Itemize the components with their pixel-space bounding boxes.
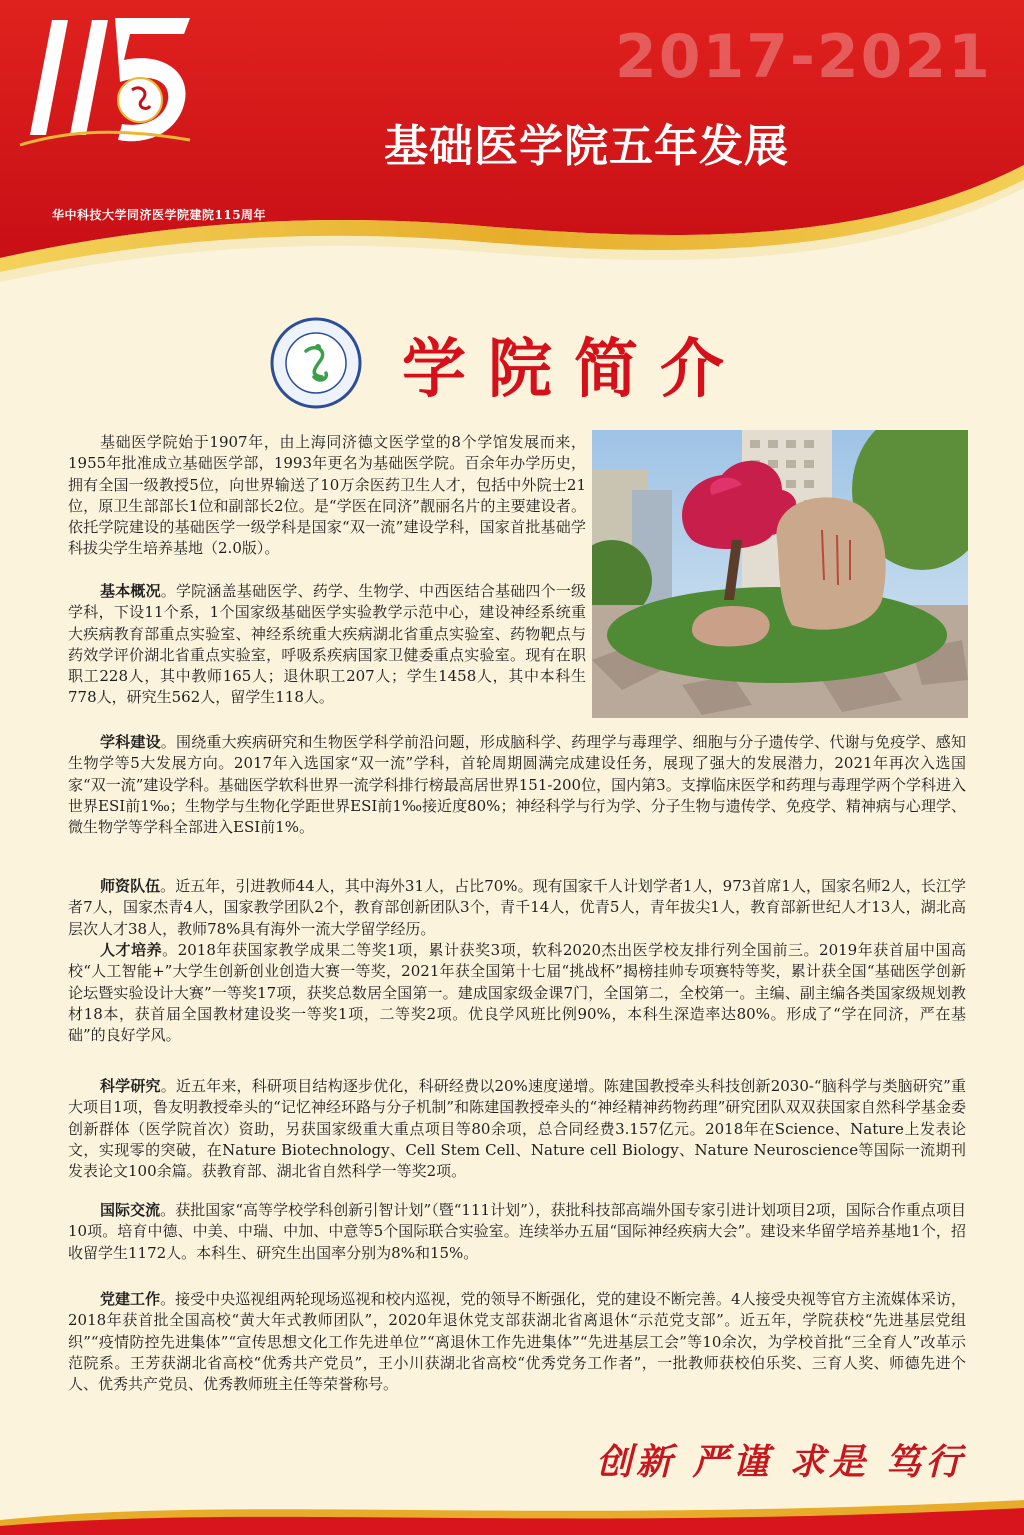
school-emblem-icon xyxy=(270,317,362,409)
intro-paragraph xyxy=(68,432,586,560)
header-banner xyxy=(0,0,1024,300)
discipline-paragraph xyxy=(68,732,966,838)
footer-wave xyxy=(0,1490,1024,1535)
international-label: 国际交流 xyxy=(100,1201,161,1219)
intro-text: 基础医学院始于1907年，由上海同济德文医学堂的8个学馆发展而来，1955年批准成立基础医学部，1993年更名为基础医学院。百余年办学历史，拥有全国一级教授5位，向世界输送了10万余医药卫生人才，包括中外院士21位，原卫生部部长1位和副部长2位。是“学医在同济”靓丽名片的主要建设者。依托学院建设的基础医学一级学科是国家“双一流”建设学科，国家首批基础学科拔尖学生培养基地（2.0版）。 xyxy=(68,433,586,558)
page-title: 基础医学院五年发展 xyxy=(384,121,789,172)
research-label: 科学研究 xyxy=(100,1077,161,1095)
international-text: 。获批国家“高等学校学科创新引智计划”（暨“111计划”），获批科技部高端外国专家引进计划项目2项，国际合作重点项目10项。培育中德、中美、中瑞、中加、中意等5个国际联合实验室。连续举办五届“国际神经疾病大会”。建设来华留学培养基地1个，招收留学生1172人。本科生、研究生出国率分别为8%和15%。 xyxy=(68,1201,966,1262)
campus-garden-photo xyxy=(592,430,968,718)
party-text: 。接受中央巡视组两轮现场巡视和校内巡视，党的领导不断强化，党的建设不断完善。4人接受央视等官方主流媒体采访，2018年获首批全国高校“黄大年式教师团队”，2020年退休党支部获湖北省离退休“示范党支部”。近五年，学院获校“先进基层党组织”“疫情防控先进集体”“宣传思想文化工作先进单位”“离退休工作先进集体”“先进基层工会”等10余次，为学校首批“三全育人”改革示范院系。王芳获湖北省高校“优秀共产党员”，王小川获湖北省高校“优秀党务工作者”，一批教师获校伯乐奖、三育人奖、师德先进个人、优秀共产党员、优秀教师班主任等荣誉称号。 xyxy=(68,1290,966,1394)
talent-label: 人才培养 xyxy=(100,941,163,959)
anniversary-115-logo xyxy=(0,0,200,150)
overview-text: 。学院涵盖基础医学、药学、生物学、中西医结合基础四个一级学科，下设11个系，1个国家级基础医学实验教学示范中心，建设神经系统重大疾病教育部重点实验室、神经系统重大疾病湖北省重点实验室、药物靶点与药效学评价湖北省重点实验室，呼吸系疾病国家卫健委重点实验室。现有在职职工228人，其中教师165人；退休职工207人；学生1458人，其中本科生778人，研究生562人，留学生118人。 xyxy=(68,582,586,707)
party-label: 党建工作 xyxy=(100,1290,161,1308)
overview-paragraph xyxy=(68,581,586,709)
talent-text: 。2018年获国家教学成果二等奖1项，累计获奖3项，软科2020杰出医学校友排行列全国前三。2019年获首届中国高校“人工智能+”大学生创新创业创造大赛一等奖，2021年获全国第十七届“挑战杯”揭榜挂帅专项赛特等奖，累计获全国“基础医学创新论坛暨实验设计大赛”一等奖17项，获奖总数居全国第一。建成国家级金课7门，全国第二，全校第一。主编、副主编各类国家级规划教材18本，获首届全国教材建设奖一等奖1项，二等奖2项。优良学风班比例90%，本科生深造率达80%。形成了“学在同济，严在基础”的良好学风。 xyxy=(68,941,966,1045)
section-title: 学院简介 xyxy=(402,332,746,407)
faculty-paragraph xyxy=(68,876,966,940)
party-paragraph xyxy=(68,1289,966,1395)
overview-label: 基本概况 xyxy=(100,582,161,600)
discipline-text: 。围绕重大疾病研究和生物医学科学前沿问题，形成脑科学、药理学与毒理学、细胞与分子遗传学、代谢与免疫学、感知生物学等5大发展方向。2017年入选国家“双一流”学科，首轮周期圆满完成建设任务，展现了强大的发展潜力，2021年再次入选国家“双一流”建设学科。基础医学软科世界一流学科排行榜最高居世界151-200位，国内第3。支撑临床医学和药理与毒理学两个学科进入世界ESI前1‰；生物学与生物化学距世界ESI前1‰接近度80%；神经科学与行为学、分子生物与遗传学、免疫学、精神病与心理学、微生物学等学科全部进入ESI前1%。 xyxy=(68,733,966,837)
anniversary-caption: 华中科技大学同济医学院建院115周年 xyxy=(52,208,267,222)
faculty-text: 。近五年，引进教师44人，其中海外31人，占比70%。现有国家千人计划学者1人，973首席1人，国家名师2人，长江学者7人，国家杰青4人，国家教学团队2个，教育部创新团队3个，青千14人，优青5人，青年拔尖1人，教育部新世纪人才13人，湖北高层次人才38人，教师78%具有海外一流大学留学经历。 xyxy=(68,877,966,938)
years-range: 2017-2021 xyxy=(615,22,992,92)
international-paragraph xyxy=(68,1200,966,1264)
research-paragraph xyxy=(68,1076,966,1182)
motto: 创新 严谨 求是 笃行 xyxy=(596,1441,966,1483)
discipline-label: 学科建设 xyxy=(100,733,161,751)
faculty-label: 师资队伍 xyxy=(100,877,161,895)
research-text: 。近五年来，科研项目结构逐步优化，科研经费以20%速度递增。陈建国教授牵头科技创新2030-“脑科学与类脑研究”重大项目1项，鲁友明教授牵头的“记忆神经环路与分子机制”和陈建国教授牵头的“神经精神药物药理”研究团队双双获国家自然科学基金委创新群体（医学院首次）资助，另获国家级重大重点项目等80余项，总合同经费3.157亿元。2018年在Science、Nature上发表论文，实现零的突破，在Nature Biotechnology、Cell Stem Cell、Nature cell Biology、Nature Neuroscience等国际一流期刊发表论文100余篇。获教育部、湖北省自然科学一等奖2项。 xyxy=(68,1077,966,1181)
talent-paragraph xyxy=(68,940,966,1046)
